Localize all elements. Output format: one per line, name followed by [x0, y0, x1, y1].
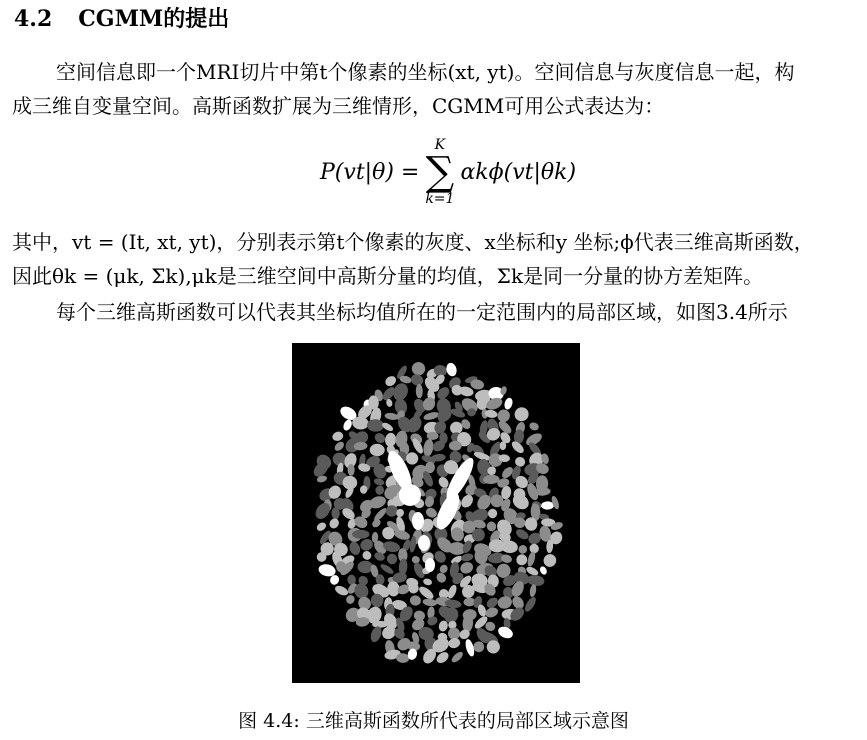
region-ellipse: [487, 508, 498, 519]
region-ellipse: [416, 384, 423, 399]
region-ellipse: [517, 544, 529, 556]
region-ellipse: [342, 418, 354, 432]
paragraph-2-line-1: 其中，vt = (It, xt, yt)，分别表示第t个像素的灰度、x坐标和y 坐标;ϕ代表三维高斯函数，: [12, 230, 814, 254]
sum-upper-limit: K: [434, 137, 446, 153]
region-ellipse: [367, 419, 384, 432]
region-ellipse: [460, 552, 474, 562]
region-ellipse: [539, 565, 549, 576]
region-ellipse: [383, 374, 398, 388]
region-ellipse: [503, 397, 514, 411]
paragraph-2-line-2: 因此θk = (μk, Σk),μk是三维空间中高斯分量的均值，Σk是同一分量的协方差矩阵。: [12, 264, 764, 288]
central-region-ellipse: [425, 558, 435, 572]
region-ellipse: [526, 574, 545, 587]
central-region-ellipse: [418, 535, 430, 551]
paragraph-3-line-1: 每个三维高斯函数可以代表其坐标均值所在的一定范围内的局部区域，如图3.4所示: [56, 300, 788, 324]
cgmm-equation: [320, 138, 576, 206]
region-ellipse: [385, 552, 399, 566]
region-ellipse: [370, 444, 385, 457]
region-ellipse: [512, 404, 532, 424]
region-ellipse: [435, 571, 448, 585]
equation-lhs: P(vt|θ) =: [320, 159, 420, 185]
region-ellipse: [379, 562, 395, 575]
region-ellipse: [409, 595, 422, 607]
region-ellipse: [514, 552, 529, 567]
region-ellipse: [541, 501, 554, 509]
region-ellipse: [447, 637, 461, 650]
region-ellipse: [523, 595, 538, 613]
gaussian-regions-image: [292, 343, 580, 683]
region-ellipse: [450, 650, 465, 664]
region-ellipse: [369, 625, 384, 644]
region-ellipse: [422, 578, 432, 586]
section-number: 4.2: [14, 6, 53, 32]
region-ellipse: [384, 432, 396, 447]
figure-gaussian-regions: [292, 343, 580, 683]
region-ellipse: [333, 440, 346, 453]
region-ellipse: [528, 421, 540, 432]
region-ellipse: [352, 530, 369, 539]
region-ellipse: [422, 598, 437, 607]
summation: [425, 138, 454, 206]
region-ellipse: [315, 521, 327, 533]
region-ellipse: [331, 430, 344, 442]
region-ellipse: [373, 477, 385, 486]
region-ellipse: [445, 362, 458, 378]
region-ellipse: [375, 485, 385, 496]
sum-symbol: ∑: [425, 149, 455, 195]
central-region-ellipse: [412, 512, 424, 530]
region-ellipse: [334, 584, 350, 597]
central-region-ellipse: [399, 484, 421, 506]
region-ellipse: [426, 615, 439, 627]
sum-lower-limit: k=1: [425, 191, 455, 207]
region-ellipse: [459, 493, 476, 510]
region-ellipse: [514, 455, 527, 468]
paragraph-1-line-1: 空间信息即一个MRI切片中第t个像素的坐标(xt, yt)。空间信息与灰度信息一起，构: [56, 60, 795, 84]
region-ellipse: [411, 555, 420, 564]
region-ellipse: [328, 517, 341, 531]
region-ellipse: [423, 411, 440, 422]
region-ellipse: [348, 540, 363, 556]
region-ellipse: [361, 549, 373, 561]
region-ellipse: [409, 372, 425, 387]
section-heading: [14, 2, 229, 33]
region-ellipse: [373, 431, 387, 445]
section-title: CGMM的提出: [78, 6, 230, 32]
equation-rhs: αkϕ(vt|θk): [460, 159, 577, 185]
paragraph-1-line-2: 成三维自变量空间。高斯函数扩展为三维情形，CGMM可用公式表达为：: [12, 94, 665, 118]
region-ellipse: [344, 594, 356, 606]
figure-caption: 图 4.4: 三维高斯函数所代表的局部区域示意图: [238, 710, 629, 732]
region-ellipse: [422, 438, 434, 457]
